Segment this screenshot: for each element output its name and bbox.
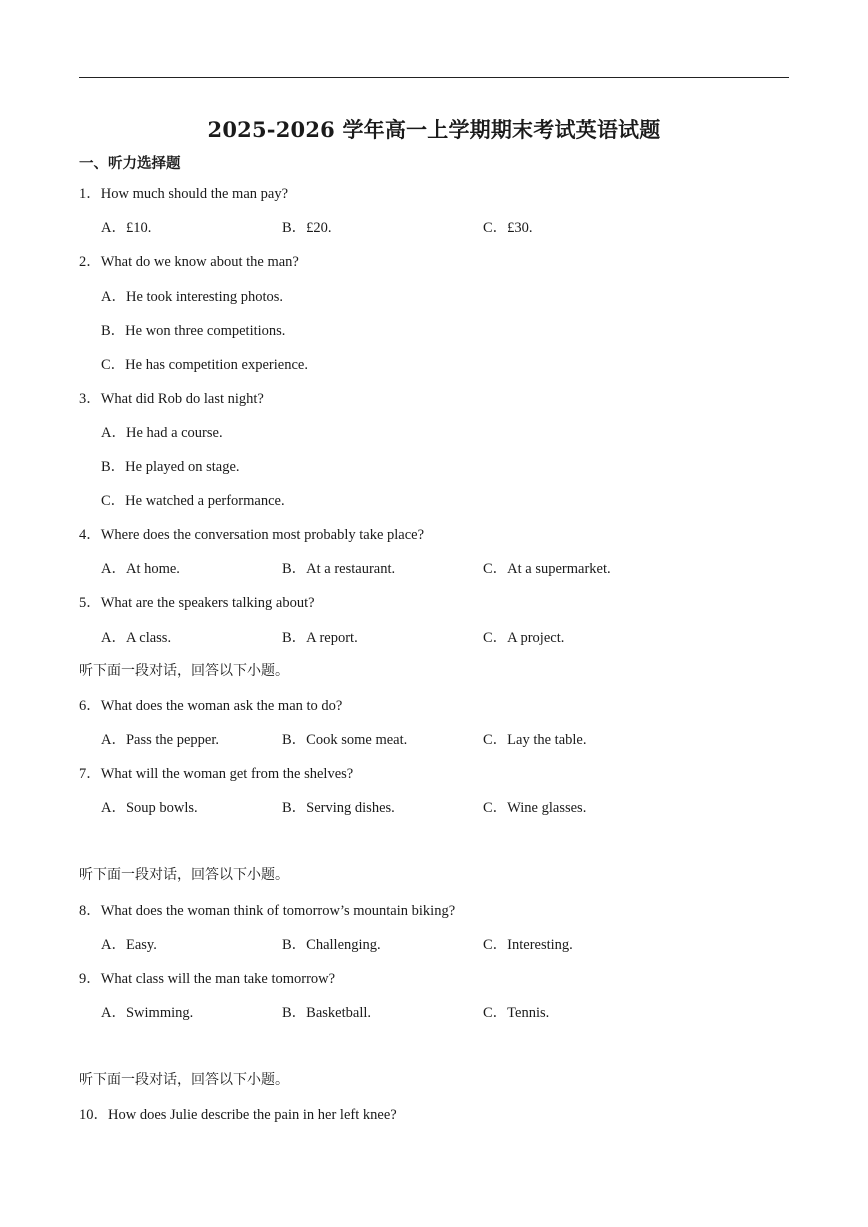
q5-option-c: C．A project. (483, 630, 565, 646)
question-1: 1．How much should the man pay? (79, 186, 289, 202)
q6-option-c: C．Lay the table. (483, 732, 587, 748)
q4-option-b: B．At a restaurant. (282, 561, 396, 577)
listening-instruction: 听下面一段对话，回答以下小题。 (79, 867, 289, 883)
q9-option-a: A．Swimming. (101, 1005, 194, 1021)
q5-option-a: A．A class. (101, 630, 172, 646)
listening-instruction: 听下面一段对话，回答以下小题。 (79, 1072, 289, 1088)
section-heading: 一、听力选择题 (79, 156, 181, 172)
q8-option-c: C．Interesting. (483, 937, 573, 953)
q9-option-b: B．Basketball. (282, 1005, 372, 1021)
q6-option-b: B．Cook some meat. (282, 732, 408, 748)
question-5: 5．What are the speakers talking about? (79, 595, 315, 611)
q5-option-b: B．A report. (282, 630, 358, 646)
question-4: 4．Where does the conversation most probably take place? (79, 527, 425, 543)
q8-option-b: B．Challenging. (282, 937, 381, 953)
header-rule (79, 77, 789, 78)
q7-option-a: A．Soup bowls. (101, 800, 198, 816)
q3-option-c: C．He watched a performance. (101, 493, 285, 509)
question-3: 3．What did Rob do last night? (79, 391, 264, 407)
q2-option-a: A．He took interesting photos. (101, 289, 284, 305)
q8-option-a: A．Easy. (101, 937, 157, 953)
page-title: 2025-2026 学年高一上学期期末考试英语试题 (207, 117, 661, 142)
q9-option-c: C．Tennis. (483, 1005, 550, 1021)
q1-option-a: A．£10. (101, 220, 152, 236)
q1-option-c: C．£30. (483, 220, 533, 236)
q2-option-c: C．He has competition experience. (101, 357, 308, 373)
listening-instruction: 听下面一段对话，回答以下小题。 (79, 663, 289, 679)
q4-option-a: A．At home. (101, 561, 180, 577)
q3-option-b: B．He played on stage. (101, 459, 240, 475)
question-9: 9．What class will the man take tomorrow? (79, 971, 336, 987)
q4-option-c: C．At a supermarket. (483, 561, 611, 577)
q7-option-b: B．Serving dishes. (282, 800, 395, 816)
question-6: 6．What does the woman ask the man to do? (79, 698, 343, 714)
question-2: 2．What do we know about the man? (79, 254, 299, 270)
question-8: 8．What does the woman think of tomorrow’s mountain biking? (79, 903, 456, 919)
q6-option-a: A．Pass the pepper. (101, 732, 219, 748)
q1-option-b: B．£20. (282, 220, 332, 236)
question-10: 10．How does Julie describe the pain in her left knee? (79, 1107, 397, 1123)
question-7: 7．What will the woman get from the shelves? (79, 766, 354, 782)
q3-option-a: A．He had a course. (101, 425, 223, 441)
q2-option-b: B．He won three competitions. (101, 323, 286, 339)
q7-option-c: C．Wine glasses. (483, 800, 587, 816)
